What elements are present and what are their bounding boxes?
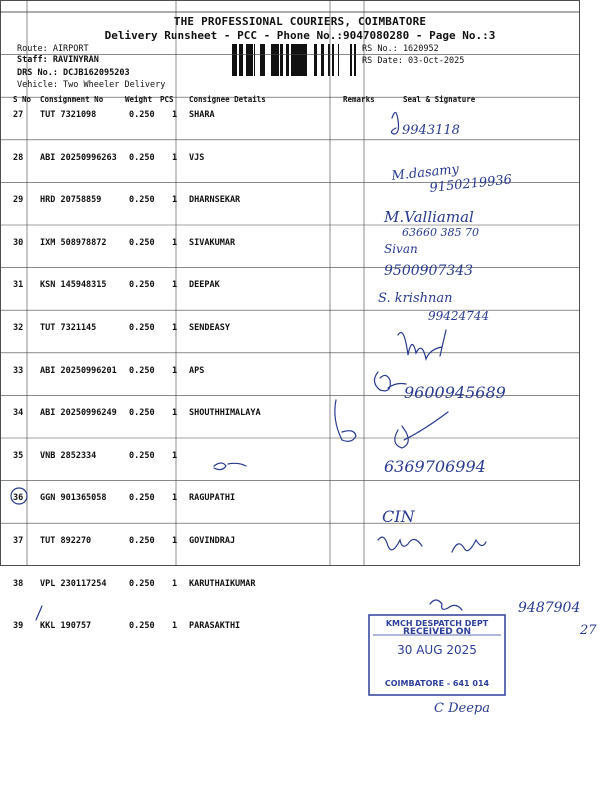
row-pcs: 1 (172, 237, 178, 248)
row-sno: 34 (13, 408, 24, 419)
row-sno: 33 (13, 365, 24, 376)
row-pcs: 1 (172, 450, 178, 461)
row-sno: 39 (13, 621, 24, 632)
row-weight: 0.250 (129, 237, 155, 248)
row-consignment-no: TUT 7321098 (40, 110, 97, 120)
signature-38 (430, 600, 462, 610)
row-consignee: KARUTHAIKUMAR (189, 578, 256, 589)
row-pcs: 1 (172, 408, 178, 419)
row-pcs: 1 (172, 621, 178, 632)
phone-28: 9150219936 (428, 172, 513, 196)
stamp-city: COIMBATORE - 641 014 (384, 679, 490, 688)
row-sno: 27 (13, 110, 24, 120)
rs-date: RS Date: 03-Oct-2025 (362, 56, 465, 66)
row-consignee: SHARA (189, 110, 215, 120)
phone-27: 9943118 (402, 123, 460, 138)
vehicle-label: Vehicle: Two Wheeler Delivery (17, 80, 166, 90)
row-weight: 0.250 (129, 280, 155, 291)
row-consignee: RAGUPATHI (189, 493, 236, 504)
row-weight: 0.250 (129, 152, 155, 163)
signature-32 (398, 330, 446, 359)
row-weight: 0.250 (129, 110, 155, 120)
row-consignee: GOVINDRAJ (189, 536, 236, 546)
name-36: CIN (382, 507, 415, 526)
row-weight: 0.250 (129, 578, 155, 589)
row-consignment-no: IXM 508978872 (40, 237, 107, 248)
row-pcs: 1 (172, 110, 178, 120)
row-consignment-no: TUT 7321145 (40, 323, 97, 333)
row-sno: 30 (13, 237, 24, 248)
row-consignee: PARASAKTHI (189, 621, 241, 632)
staff-label: Staff: RAVINYRAN (17, 55, 99, 65)
rs-number: RS No.: 1620952 (362, 44, 439, 54)
phone-33: 9600945689 (404, 383, 506, 402)
row-weight: 0.250 (129, 493, 155, 504)
row-sno: 29 (13, 195, 24, 206)
phone-38: 9487904 (518, 600, 581, 616)
company-title: THE PROFESSIONAL COURIERS, COIMBATORE (173, 15, 427, 28)
runsheet-title: Delivery Runsheet - PCC - Phone No.:9047080280 - Page No.:3 (104, 29, 496, 42)
check-mark-39 (36, 606, 42, 620)
row-pcs: 1 (172, 493, 178, 504)
row-weight: 0.250 (129, 195, 155, 206)
col-remarks: Remarks (343, 95, 375, 104)
row-consignment-no: ABI 20250996249 (40, 408, 117, 419)
row-sno: 31 (13, 280, 24, 291)
receiver-name: C Deepa (434, 701, 490, 716)
phone-29: 63660 385 70 (402, 226, 479, 239)
col-pcs: PCS (160, 95, 174, 104)
row-sno: 36 (13, 493, 24, 504)
row-consignment-no: VNB 2852334 (40, 450, 97, 461)
row-weight: 0.250 (129, 365, 155, 376)
name-29: M.Valliamal (384, 208, 474, 226)
signature-27 (391, 112, 398, 134)
stamp-received-on: RECEIVED ON (402, 627, 472, 637)
row-consignment-no: HRD 20758859 (40, 195, 102, 206)
stamp-date: 30 AUG 2025 (397, 643, 477, 657)
row-weight: 0.250 (129, 323, 155, 333)
row-sno: 28 (13, 152, 24, 163)
stamp-dept: KMCH DESPATCH DEPT (385, 619, 489, 628)
row-consignee: SHOUTHHIMALAYA (189, 408, 261, 419)
row-consignee: APS (189, 365, 205, 376)
row-sno: 37 (13, 536, 24, 546)
row-consignee: SIVAKUMAR (189, 237, 236, 248)
phone-31: 99424744 (428, 309, 490, 323)
phone-30: 9500907343 (384, 263, 474, 279)
row-consignee: SENDEASY (189, 323, 230, 333)
row-pcs: 1 (172, 365, 178, 376)
name-31: S. krishnan (378, 291, 453, 306)
signature-37 (378, 537, 486, 552)
phone-35: 6369706994 (384, 457, 486, 476)
col-consignment: Consignment No (40, 95, 104, 104)
col-seal-signature: Seal & Signature (403, 95, 476, 104)
row-consignment-no: KSN 145948315 (40, 280, 107, 291)
row-weight: 0.250 (129, 408, 155, 419)
row-sno: 32 (13, 323, 24, 333)
row-consignment-no: ABI 20250996263 (40, 152, 117, 163)
row-consignment-no: GGN 901365058 (40, 493, 107, 504)
row-consignee: DHARNSEKAR (189, 195, 241, 206)
page-note: 27 (580, 623, 597, 638)
row-weight: 0.250 (129, 450, 155, 461)
row-pcs: 1 (172, 280, 178, 291)
row-sno: 38 (13, 578, 24, 589)
name-30: Sivan (384, 242, 418, 256)
row-sno: 35 (13, 450, 24, 461)
row-consignment-no: ABI 20250996201 (40, 365, 117, 376)
row-weight: 0.250 (129, 536, 155, 546)
drs-label: DRS No.: DCJB162095203 (17, 68, 130, 78)
row-consignee: VJS (189, 152, 205, 163)
remark-mark-34 (335, 400, 356, 441)
row-consignment-no: VPL 230117254 (40, 578, 107, 589)
remark-mark-35 (214, 463, 246, 470)
name-28: M.dasamy (390, 161, 460, 184)
received-stamp (367, 613, 507, 697)
col-weight: Weight (125, 95, 153, 104)
row-pcs: 1 (172, 195, 178, 206)
row-pcs: 1 (172, 578, 178, 589)
row-consignment-no: KKL 190757 (40, 621, 92, 632)
circle-mark-36 (11, 488, 27, 504)
signature-34 (395, 412, 448, 448)
row-consignment-no: TUT 892270 (40, 536, 92, 546)
row-pcs: 1 (172, 536, 178, 546)
col-consignee: Consignee Details (189, 95, 266, 104)
row-pcs: 1 (172, 152, 178, 163)
row-consignee: DEEPAK (189, 280, 220, 291)
route-label: Route: AIRPORT (17, 44, 89, 54)
col-sno: S No (13, 95, 32, 104)
row-pcs: 1 (172, 323, 178, 333)
signature-33 (374, 372, 406, 391)
row-weight: 0.250 (129, 621, 155, 632)
